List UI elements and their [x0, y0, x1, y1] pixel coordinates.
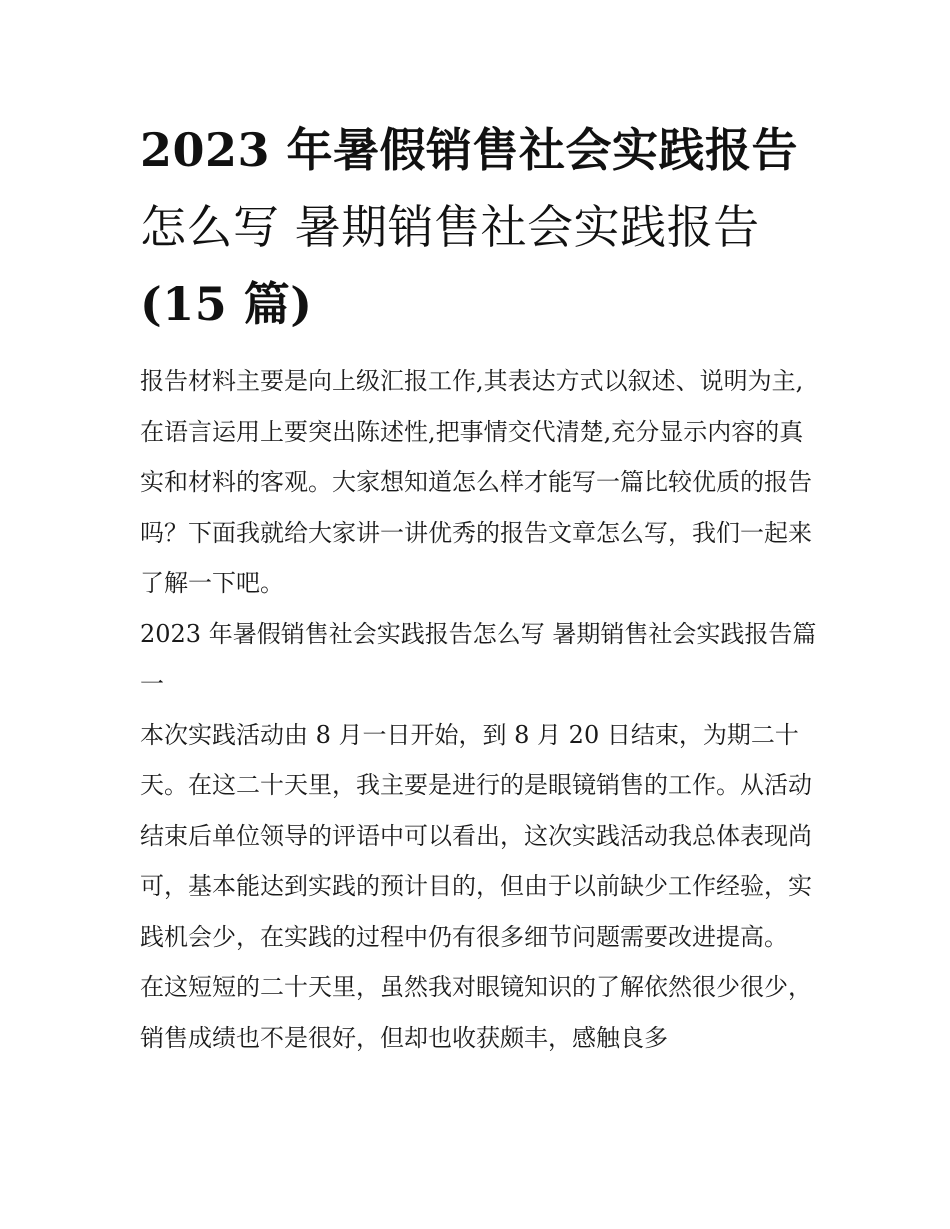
- title-line-1: 2023 年暑假销售社会实践报告: [140, 123, 799, 177]
- document-body: [140, 356, 820, 1063]
- title-line-3: (15 篇): [140, 277, 313, 331]
- paragraph-section-heading: 2023 年暑假销售社会实践报告怎么写 暑期销售社会实践报告篇一: [140, 619, 817, 698]
- document-title: [140, 112, 820, 343]
- paragraph-reflection: 在这短短的二十天里，虽然我对眼镜知识的了解依然很少很少，销售成绩也不是很好，但却也收获颇丰，感触良多: [140, 973, 812, 1052]
- paragraph-practice-summary: 本次实践活动由 8 月一日开始，到 8 月 20 日结束，为期二十天。在这二十天里，我主要是进行的是眼镜销售的工作。从活动结束后单位领导的评语中可以看出，这次实践活动我总体表现尚可，基本能达到实践的预计目的，但由于以前缺少工作经验，实践机会少，在实践的过程中仍有很多细节问题需要改进提高。: [140, 720, 812, 951]
- title-line-2: 怎么写 暑期销售社会实践报告: [140, 200, 760, 254]
- paragraph-intro: 报告材料主要是向上级汇报工作,其表达方式以叙述、说明为主,在语言运用上要突出陈述性,把事情交代清楚,充分显示内容的真实和材料的客观。大家想知道怎么样才能写一篇比较优质的报告吗？下面我就给大家讲一讲优秀的报告文章怎么写，我们一起来了解一下吧。: [140, 367, 812, 597]
